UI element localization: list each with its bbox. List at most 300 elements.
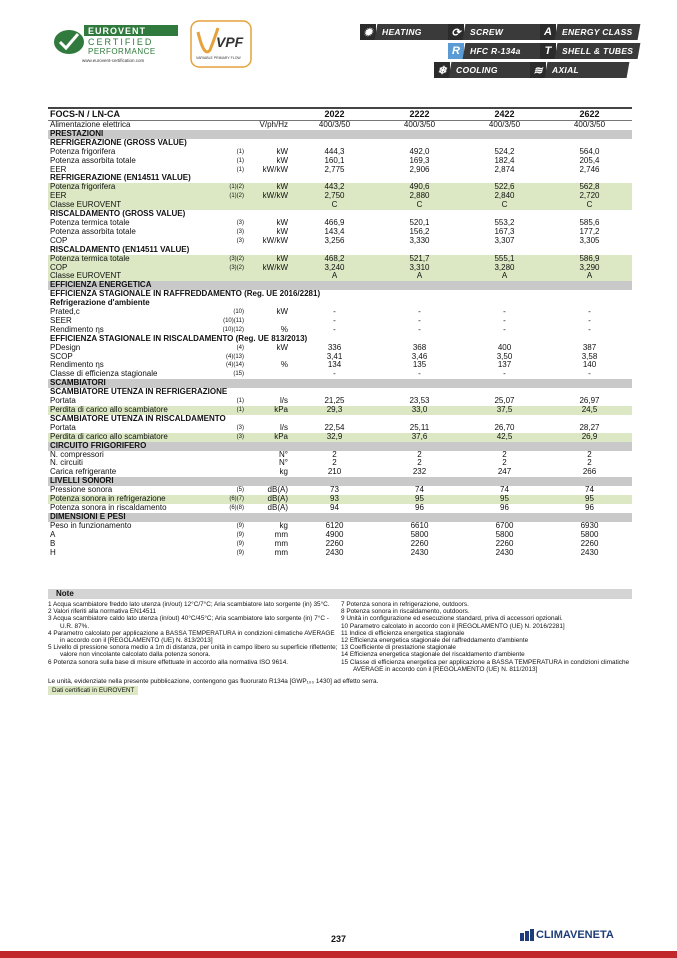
cell-value: 2,720 (547, 192, 632, 201)
subsection-header: EFFICIENZA STAGIONALE IN RAFFREDDAMENTO (Reg. UE 2016/2281) (50, 289, 321, 299)
cell-value: 466,9 (324, 217, 345, 227)
row-label: Potenza sonora in refrigerazione (48, 495, 212, 504)
note-ref: (1) (236, 166, 244, 173)
cell-value: 156,2 (409, 226, 430, 236)
cell-value: - (333, 369, 336, 379)
cell-value: 2,750 (292, 192, 377, 201)
row-label: Portata (50, 396, 76, 406)
subsection-header: RISCALDAMENTO (EN14511 VALUE) (50, 244, 190, 254)
unit: l/s (280, 396, 288, 406)
unit: kW (276, 226, 288, 236)
cell-value: 134 (327, 360, 342, 370)
cell-value: 3,50 (496, 351, 513, 361)
note-item: 15 Classe di efficienza energetica per applicazione a BASSA TEMPERATURA in condizioni climatiche AVERAGE in accordo con il [REGOLAMENTO (UE) N. 811/2013] (341, 658, 630, 673)
cell-value: 2,880 (377, 192, 462, 201)
badge-screw (448, 24, 546, 40)
row-label: Classe EUROVENT (48, 201, 212, 210)
notes-right (341, 601, 633, 673)
cell-value: A (292, 272, 377, 281)
row-label: Peso in funzionamento (50, 520, 132, 530)
row-label: Rendimento ηs (50, 360, 104, 370)
unit: % (280, 324, 288, 334)
cell-value: 553,2 (494, 217, 515, 227)
row-label: Potenza assorbita totale (50, 155, 136, 165)
cell-value: 521,7 (377, 255, 462, 264)
cell-value: 2430 (580, 547, 599, 557)
note-item: 13 Coefficiente di prestazione stagionale (341, 644, 456, 652)
badge-shell-tubes (540, 43, 639, 59)
note-ref: (3) (236, 237, 244, 244)
badge-energy-class-label: ENERGY CLASS (562, 27, 633, 37)
note-ref: (9) (236, 549, 244, 556)
row-label: Rendimento ηs (50, 324, 104, 334)
cell-value: 3,307 (494, 235, 515, 245)
unit: kg (279, 520, 288, 530)
note-ref: (6)(8) (229, 504, 244, 511)
row-label: EER (48, 192, 212, 201)
unit: mm (274, 529, 288, 539)
unit: mm (274, 538, 288, 548)
cell-value: 26,97 (579, 396, 600, 406)
cell-value: 564,0 (579, 146, 600, 156)
cell-value: - (588, 369, 591, 379)
cell-value: 2 (502, 458, 507, 468)
cell-value: 177,2 (579, 226, 600, 236)
energy-class-icon: A (540, 24, 556, 40)
note-ref: (1) (236, 157, 244, 164)
badge-cooling-label: COOLING (456, 65, 498, 75)
cell-value: 2 (332, 458, 337, 468)
row-label: Potenza sonora in riscaldamento (50, 502, 167, 512)
cell-value: 205,4 (579, 155, 600, 165)
row-label: Potenza termica totale (48, 255, 212, 264)
refrigerant-icon: R (448, 43, 464, 59)
table-row (48, 442, 632, 451)
table-row (48, 504, 632, 513)
cell-value: 3,240 (292, 264, 377, 273)
cell-value: 95 (547, 495, 632, 504)
cell-value: 586,9 (547, 255, 632, 264)
vpf-title: VPF (216, 34, 244, 50)
row-label: PDesign (50, 342, 81, 352)
cell-value: 3,310 (377, 264, 462, 273)
cell-value: C (462, 201, 547, 210)
cell-value: - (333, 324, 336, 334)
cell-value: 2,906 (409, 164, 430, 174)
note-ref: (10) (233, 309, 244, 316)
note-ref (212, 468, 248, 477)
row-label: Perdita di carico allo scambiatore (48, 433, 212, 442)
cell-value: 24,5 (547, 406, 632, 415)
cell-value: 266 (582, 467, 597, 477)
unit: kW (276, 307, 288, 317)
note-item: 3 Acqua scambiatore caldo lato utenza (in/out) 40°C/45°C; Aria scambiatore lato sorgente (in) 7°C - U.R. 87%. (48, 615, 329, 630)
badge-axial-label: AXIAL (552, 65, 579, 75)
unit: N° (279, 458, 288, 468)
cell-value: 2,775 (324, 164, 345, 174)
note-ref: (10)(12) (222, 326, 244, 333)
cell-value: 143,4 (324, 226, 345, 236)
climaveneta-logo (520, 929, 614, 941)
cell-value: 74 (415, 485, 424, 495)
col-header: 2222 (377, 108, 462, 121)
table-row (48, 192, 632, 201)
cell-value: 25,11 (409, 422, 430, 432)
cell-value: - (418, 307, 421, 317)
cell-value: - (588, 307, 591, 317)
row-label: Potenza assorbita totale (50, 226, 136, 236)
cell-value: 555,1 (462, 255, 547, 264)
cell-value: 37,5 (462, 406, 547, 415)
table-header (48, 108, 632, 121)
note-ref: (1) (236, 398, 244, 405)
table-row (48, 121, 632, 130)
cell-value: 37,6 (377, 433, 462, 442)
note-ref: (1)(2) (212, 192, 248, 201)
cell-value: 160,1 (324, 155, 345, 165)
section-header: LIVELLI SONORI (48, 477, 632, 486)
cell-value: 25,07 (494, 396, 515, 406)
cell-value: 492,0 (409, 146, 430, 156)
cell-value: 96 (415, 502, 424, 512)
unit: kPa (248, 406, 292, 415)
section-header: DIMENSIONI E PESI (48, 513, 632, 522)
cell-value: 2 (417, 449, 422, 459)
cell-value: 368 (412, 342, 427, 352)
table-row (48, 308, 632, 317)
note-item: 11 Indice di efficienza energetica stagionale (341, 629, 465, 637)
cell-value: 3,330 (409, 235, 430, 245)
unit (248, 370, 292, 379)
cell-value: 32,9 (292, 433, 377, 442)
table-row (48, 299, 632, 308)
row-label: Classe EUROVENT (48, 272, 212, 281)
cell-value: A (462, 272, 547, 281)
subsection-header: SCAMBIATORE UTENZA IN REFRIGERAZIONE (50, 387, 228, 397)
subsection-header: REFRIGERAZIONE (EN14511 VALUE) (50, 173, 191, 183)
cell-value: 93 (292, 495, 377, 504)
cell-value: 2 (587, 458, 592, 468)
cell-value: - (418, 315, 421, 325)
cell-value: 74 (585, 485, 594, 495)
cell-value: 232 (412, 467, 427, 477)
unit: kW (276, 146, 288, 156)
cell-value: 6610 (410, 520, 429, 530)
row-label: N. compressori (50, 449, 104, 459)
unit: mm (274, 547, 288, 557)
badge-shell-tubes-label: SHELL & TUBES (562, 46, 634, 56)
cell-value: C (547, 201, 632, 210)
row-label: Classe di efficienza stagionale (50, 369, 158, 379)
cell-value: 562,8 (547, 183, 632, 192)
cell-value: 400/3/50 (488, 120, 521, 129)
subsection-header: EFFICIENZA STAGIONALE IN RISCALDAMENTO (Reg. UE 813/2013) (50, 333, 308, 343)
row-label: Potenza termica totale (50, 217, 130, 227)
section-header: SCAMBIATORI (48, 379, 632, 388)
cell-value: 29,3 (292, 406, 377, 415)
cell-value: 520,1 (409, 217, 430, 227)
badge-refrigerant (448, 43, 546, 59)
note-ref: (9) (236, 540, 244, 547)
cell-value: 6120 (325, 520, 344, 530)
table-row (48, 264, 632, 273)
cell-value: - (503, 369, 506, 379)
cell-value: A (547, 272, 632, 281)
eurovent-certified: CERTIFIED (88, 37, 154, 47)
note-ref: (3) (236, 219, 244, 226)
unit: kW/kW (248, 264, 292, 273)
cell-value: 74 (500, 485, 509, 495)
table-row (48, 477, 632, 486)
unit: kW (276, 342, 288, 352)
cell-value: 3,256 (324, 235, 345, 245)
note-ref: (1) (236, 148, 244, 155)
cell-value: 2260 (580, 538, 599, 548)
note-ref: (3) (212, 433, 248, 442)
note-ref: (1) (212, 406, 248, 415)
cell-value: 33,0 (377, 406, 462, 415)
row-label: Perdita di carico allo scambiatore (48, 406, 212, 415)
note-ref (212, 272, 248, 281)
cell-value: 444,3 (324, 146, 345, 156)
unit: kW (276, 217, 288, 227)
unit: kW (248, 183, 292, 192)
cell-value: 400/3/50 (318, 120, 351, 129)
row-label: A (50, 529, 56, 539)
note-item: 8 Potenza sonora in riscaldamento, outdoors. (341, 608, 470, 616)
cell-value: 2 (417, 458, 422, 468)
note-ref: (3) (236, 228, 244, 235)
note-ref (212, 451, 248, 460)
cell-value: 4900 (325, 529, 344, 539)
cell-value: 2,874 (494, 164, 515, 174)
note-ref: (4)(14) (225, 362, 244, 369)
cell-value: 3,290 (547, 264, 632, 273)
unit: N° (279, 449, 288, 459)
row-label: SCOP (50, 351, 73, 361)
unit: kW/kW (262, 164, 288, 174)
badge-energy-class (540, 24, 639, 40)
note-ref: (9) (236, 531, 244, 538)
note-item: 14 Efficienza energetica stagionale del riscaldamento d'ambiente (341, 651, 525, 659)
section-header: PRESTAZIONI (48, 130, 632, 139)
badge-cooling (434, 62, 532, 78)
cell-value: 26,9 (547, 433, 632, 442)
cell-value: 2,746 (579, 164, 600, 174)
note-ref: (9) (236, 522, 244, 529)
row-label: B (50, 538, 56, 548)
cell-value: 95 (377, 495, 462, 504)
unit: dB(A) (267, 485, 288, 495)
note-item: 6 Potenza sonora sulla base di misure effettuate in accordo alla normativa ISO 9614. (48, 658, 289, 666)
cell-value: 6930 (580, 520, 599, 530)
row-label: COP (50, 235, 68, 245)
cell-value: 96 (585, 502, 594, 512)
cell-value: 522,6 (462, 183, 547, 192)
model-name: FOCS-N / LN-CA (48, 108, 212, 121)
unit: kW (248, 255, 292, 264)
table-row (48, 549, 632, 558)
notes-title: Note (48, 589, 632, 599)
subsection-header: RISCALDAMENTO (GROSS VALUE) (50, 209, 186, 219)
climaveneta-mark-icon (520, 929, 534, 941)
cell-value: 167,3 (494, 226, 515, 236)
cell-value: 23,53 (409, 396, 430, 406)
note-item: 12 Efficienza energetica stagionale del raffreddamento d'ambiente (341, 637, 529, 645)
cell-value: 137 (497, 360, 512, 370)
cell-value: 135 (412, 360, 427, 370)
note-ref: (3)(2) (212, 255, 248, 264)
cell-value: 247 (497, 467, 512, 477)
cell-value: 169,3 (409, 155, 430, 165)
cell-value: C (377, 201, 462, 210)
cell-value: - (418, 369, 421, 379)
unit: l/s (280, 422, 288, 432)
cell-value: 387 (582, 342, 597, 352)
cell-value: 490,6 (377, 183, 462, 192)
table-row (48, 451, 632, 460)
row-label: Carica refrigerante (50, 467, 117, 477)
cell-value: 96 (500, 502, 509, 512)
cell-value: C (292, 201, 377, 210)
notes-left (48, 601, 338, 666)
note-ref: (3) (236, 424, 244, 431)
cell-value: 210 (327, 467, 342, 477)
note-ref: (3)(2) (212, 264, 248, 273)
unit (248, 201, 292, 210)
unit: dB(A) (248, 495, 292, 504)
cell-value: 468,2 (292, 255, 377, 264)
table-row (48, 468, 632, 477)
vpf-logo (190, 20, 252, 68)
cell-value: 2430 (410, 547, 429, 557)
row-label: Potenza frigorifera (50, 146, 116, 156)
cell-value: - (588, 315, 591, 325)
cell-value: 2260 (495, 538, 514, 548)
subsection-header: REFRIGERAZIONE (GROSS VALUE) (50, 137, 187, 147)
row-label: H (50, 547, 56, 557)
eurovent-url: www.eurovent-certification.com (82, 58, 145, 63)
unit: kW/kW (248, 192, 292, 201)
note-ref (212, 121, 248, 130)
row-label: Pressione sonora (50, 485, 113, 495)
note-ref (212, 201, 248, 210)
note-ref: (6)(7) (212, 495, 248, 504)
badge-heating (360, 24, 458, 40)
cell-value: 524,2 (494, 146, 515, 156)
note-ref: (15) (233, 371, 244, 378)
row-label: Alimentazione elettrica (50, 120, 131, 129)
cell-value: - (418, 324, 421, 334)
section-header: EFFICIENZA ENERGETICA (48, 281, 632, 290)
unit: kg (279, 467, 288, 477)
eurovent-logo (52, 22, 180, 66)
subsection-header: SCAMBIATORE UTENZA IN RISCALDAMENTO (50, 413, 226, 423)
cell-value: 2 (587, 449, 592, 459)
table-row (48, 317, 632, 326)
note-ref: (5) (236, 487, 244, 494)
unit: kW (276, 155, 288, 165)
unit: % (280, 360, 288, 370)
unit (248, 272, 292, 281)
cell-value: 42,5 (462, 433, 547, 442)
cell-value: 3,305 (579, 235, 600, 245)
cell-value: 2,840 (462, 192, 547, 201)
cell-value: 3,280 (462, 264, 547, 273)
cell-value: 26,70 (494, 422, 515, 432)
unit: dB(A) (267, 502, 288, 512)
badge-refrigerant-label: HFC R-134a (470, 46, 521, 56)
cell-value: 2 (502, 449, 507, 459)
note-ref: (1)(2) (212, 183, 248, 192)
row-label: EER (50, 164, 67, 174)
badge-axial (530, 62, 628, 78)
spec-table (48, 107, 632, 557)
note-ref: (4) (236, 344, 244, 351)
cell-value: A (377, 272, 462, 281)
cell-value: 2 (332, 449, 337, 459)
unit: V/ph/Hz (259, 120, 288, 129)
col-header: 2422 (462, 108, 547, 121)
row-label: Portata (50, 422, 76, 432)
badge-heating-label: HEATING (382, 27, 422, 37)
cell-value: 6700 (495, 520, 514, 530)
col-header: 2022 (292, 108, 377, 121)
cell-value: 2430 (495, 547, 514, 557)
eurovent-certified-box: Dati certificati in EUROVENT (48, 686, 138, 695)
cell-value: - (333, 307, 336, 317)
cell-value: - (503, 307, 506, 317)
note-item: 10 Parametro calcolato in accordo con il [REGOLAMENTO (UE) N. 2016/2281] (341, 622, 565, 630)
cell-value: - (503, 315, 506, 325)
cell-value: 140 (582, 360, 597, 370)
subsection-header: Refrigerazione d'ambiente (50, 298, 150, 308)
cell-value: - (588, 324, 591, 334)
row-label: N. circuiti (50, 458, 83, 468)
eurovent-title: EUROVENT (88, 26, 147, 36)
eurovent-performance: PERFORMANCE (88, 47, 156, 56)
cell-value: 22,54 (324, 422, 345, 432)
shell-tubes-icon: T (540, 43, 556, 59)
row-label: Potenza frigorifera (48, 183, 212, 192)
unit: kW/kW (262, 235, 288, 245)
note-item: 4 Parametro calcolato per applicazione a BASSA TEMPERATURA in condizioni climatiche AVERAGE in accordo con il [REGOLAMENTO (UE) N. 813/2013] (48, 629, 335, 645)
screw-icon: ⟳ (448, 24, 464, 40)
badge-screw-label: SCREW (470, 27, 504, 37)
note-ref: (4)(13) (225, 353, 244, 360)
cell-value: 94 (330, 502, 339, 512)
cooling-icon: ❄ (434, 62, 450, 78)
page-number: 237 (330, 934, 347, 944)
cell-value: 3,46 (411, 351, 428, 361)
note-ref: (10)(11) (223, 317, 244, 324)
axial-fan-icon: ≋ (530, 62, 546, 78)
cell-value: 2260 (410, 538, 429, 548)
cell-value: 28,27 (579, 422, 600, 432)
cell-value: 182,4 (494, 155, 515, 165)
heating-icon: ✹ (360, 24, 376, 40)
cell-value: 336 (327, 342, 342, 352)
cell-value: 21,25 (324, 396, 345, 406)
row-label: Prated,c (50, 307, 80, 317)
cell-value: 95 (462, 495, 547, 504)
col-header: 2622 (547, 108, 632, 121)
brand-name: CLIMAVENETA (536, 929, 614, 941)
note-item: 1 Acqua scambiatore freddo lato utenza (in/out) 12°C/7°C; Aria scambiatore lato sorgente (in) 35°C. (48, 601, 330, 608)
unit: kPa (248, 433, 292, 442)
vpf-subtitle: VARIABLE PRIMARY FLOW (196, 56, 241, 60)
row-label: SEER (50, 315, 72, 325)
